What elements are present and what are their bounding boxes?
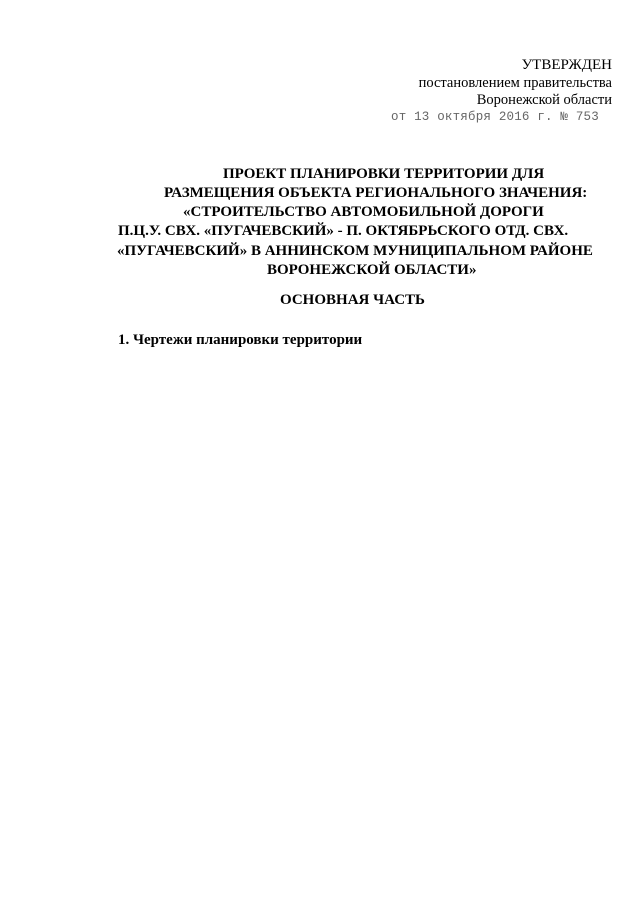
title-line: РАЗМЕЩЕНИЯ ОБЪЕКТА РЕГИОНАЛЬНОГО ЗНАЧЕНИЯ: [164,185,588,201]
approval-line-2: Воронежской области [476,92,612,108]
title-line: ПРОЕКТ ПЛАНИРОВКИ ТЕРРИТОРИИ ДЛЯ [223,166,545,182]
approval-line-1: постановлением правительства [418,75,612,91]
title-line: ВОРОНЕЖСКОЙ ОБЛАСТИ» [267,262,477,278]
date-number-stamp: от 13 октября 2016 г. № 753 [391,110,599,124]
title-line: «СТРОИТЕЛЬСТВО АВТОМОБИЛЬНОЙ ДОРОГИ [183,204,544,220]
approved-label: УТВЕРЖДЕН [521,57,612,73]
title-line: П.Ц.У. СВХ. «ПУГАЧЕВСКИЙ» - П. ОКТЯБРЬСКОГО ОТД. СВХ. [118,223,569,239]
list-item: 1. Чертежи планировки территории [118,332,363,348]
section-heading: ОСНОВНАЯ ЧАСТЬ [280,292,425,308]
title-line: «ПУГАЧЕВСКИЙ» В АННИНСКОМ МУНИЦИПАЛЬНОМ РАЙОНЕ [117,243,593,259]
